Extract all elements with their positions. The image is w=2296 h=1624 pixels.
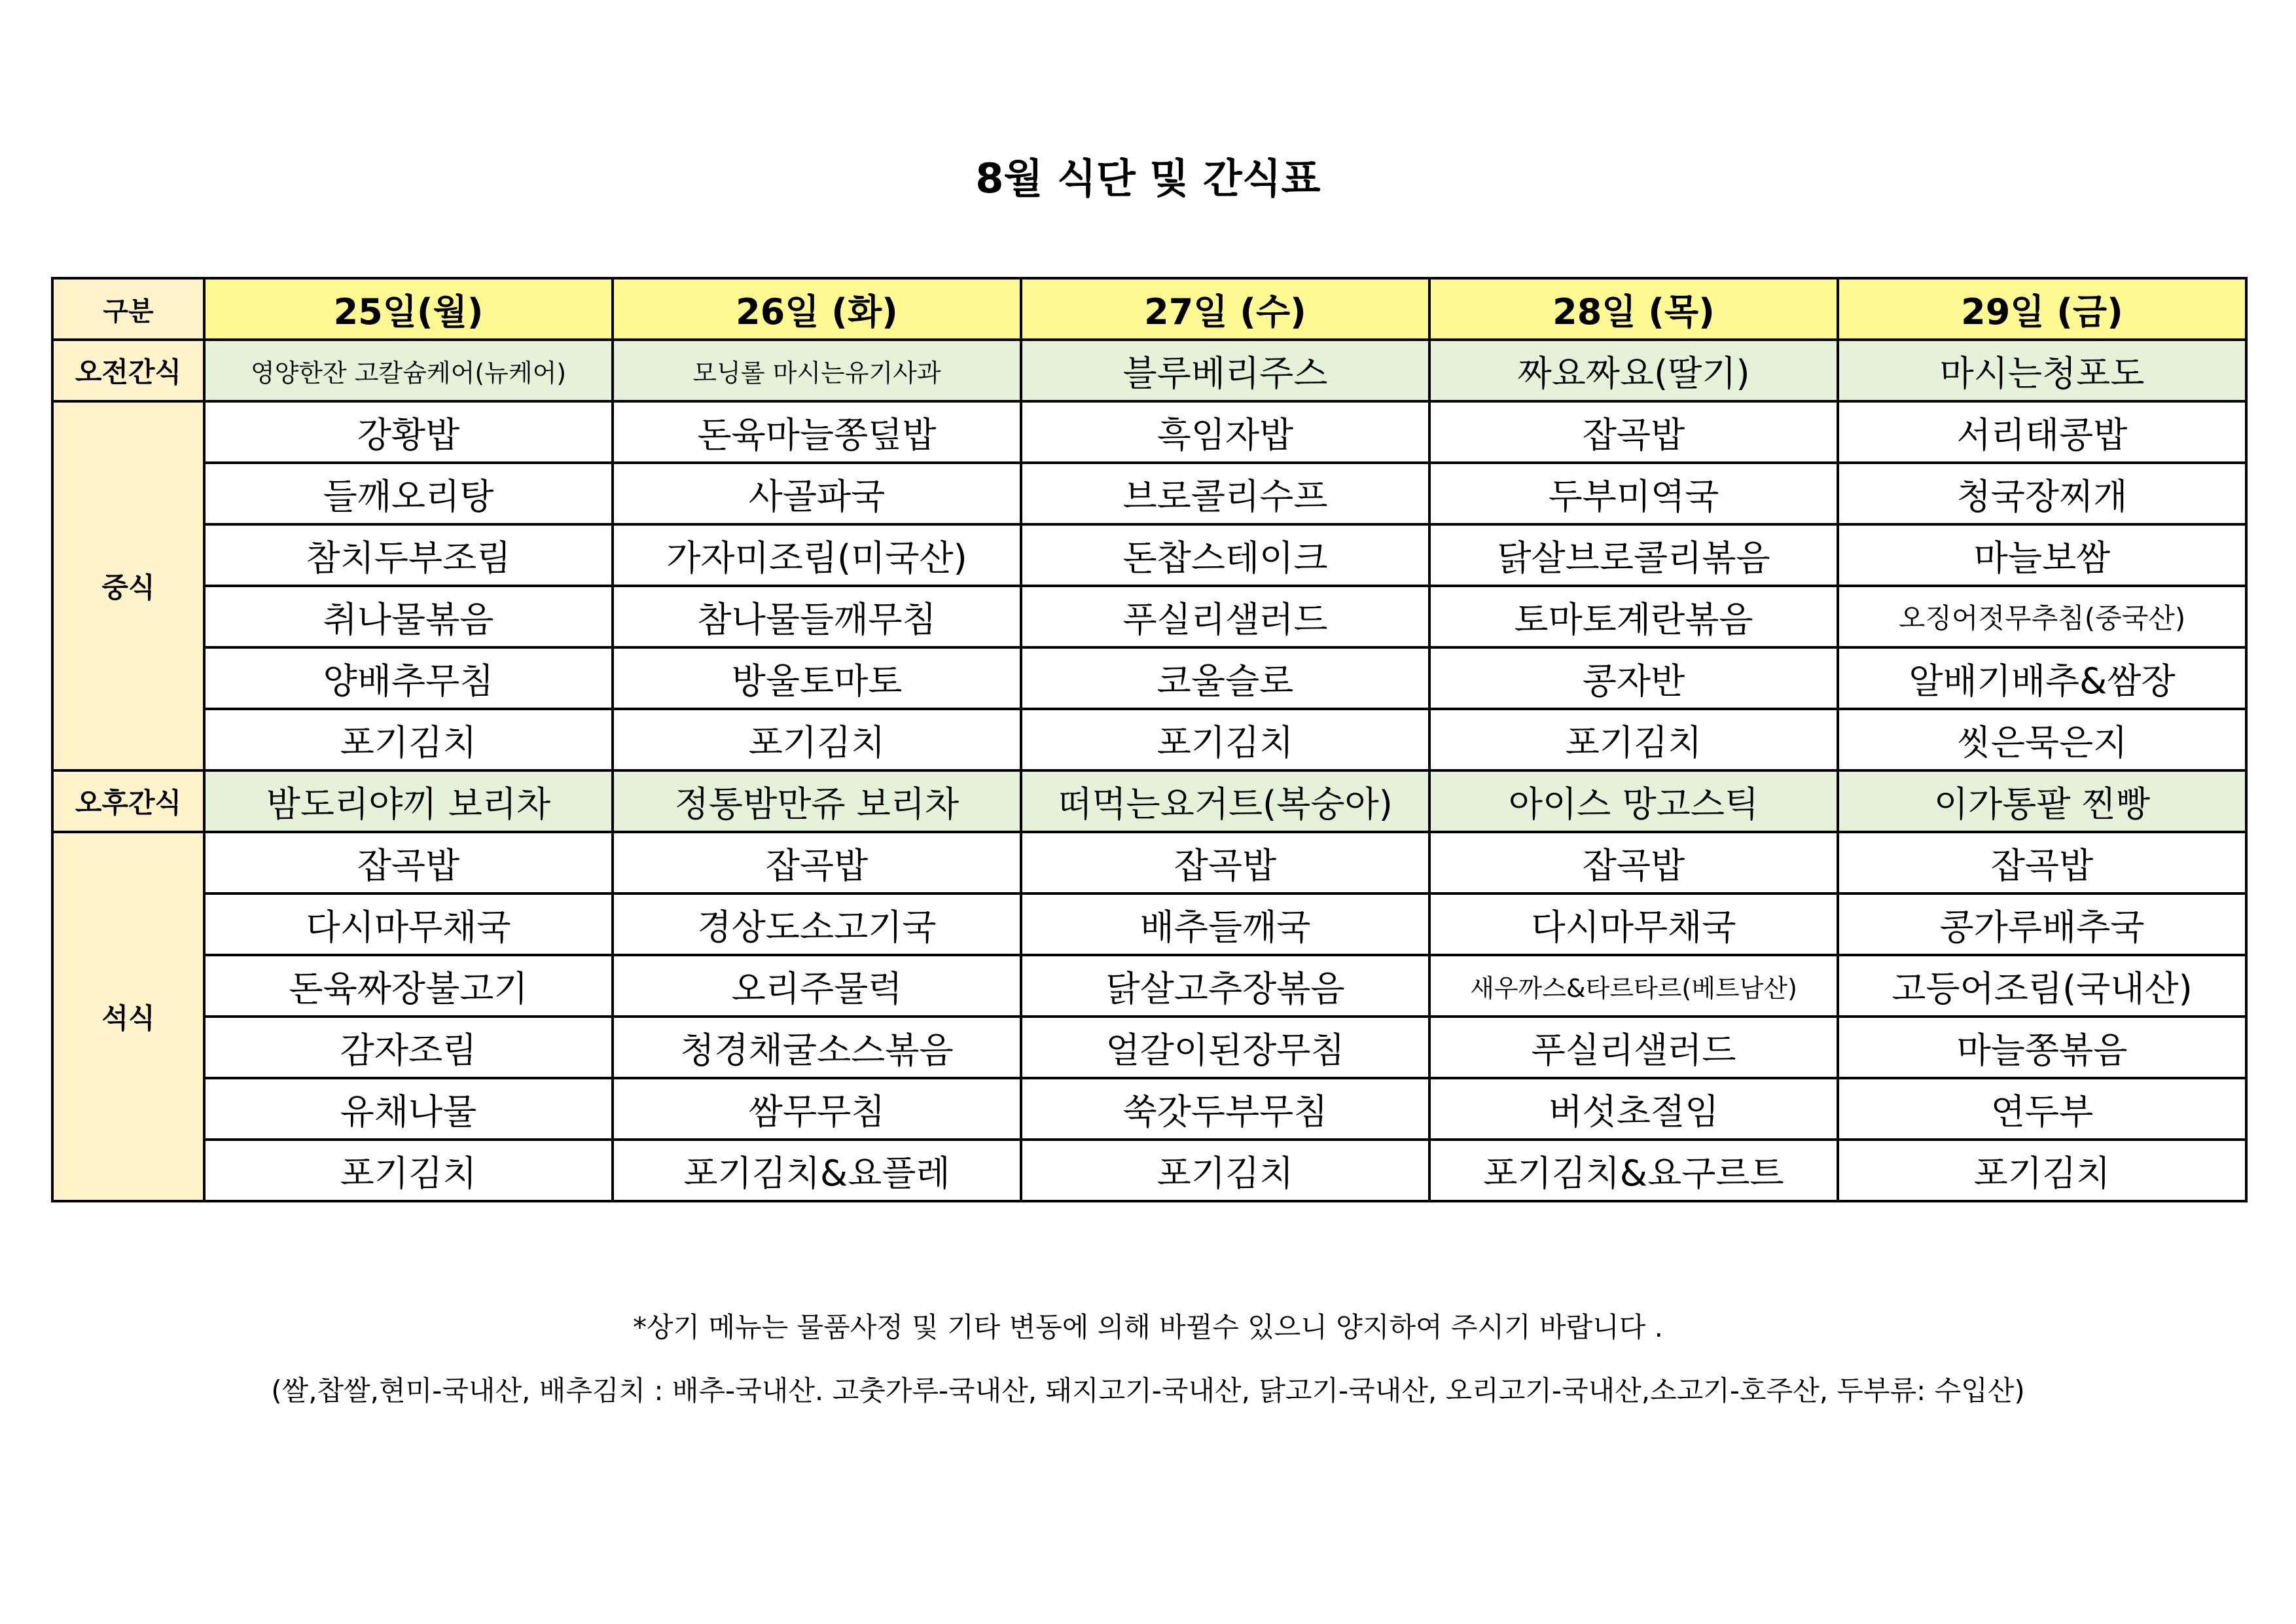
menu-cell: 취나물볶음 [204,586,613,647]
menu-cell: 유채나물 [204,1078,613,1140]
menu-cell: 마늘쫑볶음 [1838,1017,2246,1078]
menu-cell: 강황밥 [204,401,613,463]
menu-cell: 잡곡밥 [1021,832,1429,893]
menu-cell: 사골파국 [613,463,1021,524]
menu-cell: 서리태콩밥 [1838,401,2246,463]
header-row [52,278,2246,340]
row-label-lunch: 중식 [52,401,204,770]
menu-cell: 포기김치 [613,709,1021,770]
menu-cell: 영양한잔 고칼슘케어(뉴케어) [204,340,613,401]
day-header-thu: 28일 (목) [1429,278,1838,340]
lunch-row [52,463,2246,524]
menu-cell: 돈육마늘쫑덮밥 [613,401,1021,463]
menu-cell: 코울슬로 [1021,647,1429,709]
menu-cell: 돈찹스테이크 [1021,524,1429,586]
morning-snack-row [52,340,2246,401]
menu-cell: 닭살브로콜리볶음 [1429,524,1838,586]
row-label-dinner: 석식 [52,832,204,1201]
row-label-morning-snack: 오전간식 [52,340,204,401]
afternoon-snack-row [52,770,2246,832]
dinner-row [52,1078,2246,1140]
corner-label: 구분 [52,278,204,340]
menu-cell: 연두부 [1838,1078,2246,1140]
menu-cell: 이가통팥 찐빵 [1838,770,2246,832]
menu-cell: 잡곡밥 [1429,832,1838,893]
menu-cell: 콩자반 [1429,647,1838,709]
menu-cell: 포기김치 [204,1140,613,1201]
menu-cell: 잡곡밥 [204,832,613,893]
dinner-row [52,1140,2246,1201]
menu-cell: 잡곡밥 [1838,832,2246,893]
menu-cell: 포기김치 [1838,1140,2246,1201]
origin-notice: (쌀,찹쌀,현미-국내산, 배추김치 : 배추-국내산. 고춧가루-국내산, 돼지고기-국내산, 닭고기-국내산, 오리고기-국내산,소고기-호주산, 두부류: 수입산) [271,1375,2025,1407]
lunch-row [52,586,2246,647]
menu-cell: 양배추무침 [204,647,613,709]
menu-cell: 들깨오리탕 [204,463,613,524]
menu-cell: 푸실리샐러드 [1021,586,1429,647]
dinner-row [52,955,2246,1017]
menu-cell: 버섯초절임 [1429,1078,1838,1140]
menu-cell: 잡곡밥 [1429,401,1838,463]
day-header-mon: 25일(월) [204,278,613,340]
menu-cell: 포기김치 [1021,709,1429,770]
menu-cell: 씻은묵은지 [1838,709,2246,770]
menu-cell: 마늘보쌈 [1838,524,2246,586]
row-label-afternoon-snack: 오후간식 [52,770,204,832]
menu-cell: 오리주물럭 [613,955,1021,1017]
menu-cell: 방울토마토 [613,647,1021,709]
lunch-row [52,647,2246,709]
menu-cell: 포기김치 [204,709,613,770]
menu-cell: 포기김치&요플레 [613,1140,1021,1201]
menu-cell: 얼갈이된장무침 [1021,1017,1429,1078]
menu-cell: 잡곡밥 [613,832,1021,893]
menu-cell: 오징어젓무추침(중국산) [1838,586,2246,647]
lunch-row [52,401,2246,463]
lunch-row [52,709,2246,770]
dinner-row [52,832,2246,893]
menu-cell: 마시는청포도 [1838,340,2246,401]
menu-cell: 콩가루배추국 [1838,893,2246,955]
menu-cell: 쌈무무침 [613,1078,1021,1140]
menu-cell: 다시마무채국 [204,893,613,955]
menu-cell: 포기김치 [1429,709,1838,770]
menu-cell: 배추들깨국 [1021,893,1429,955]
menu-cell: 블루베리주스 [1021,340,1429,401]
lunch-row [52,524,2246,586]
menu-cell: 청경채굴소스볶음 [613,1017,1021,1078]
menu-cell: 떠먹는요거트(복숭아) [1021,770,1429,832]
day-header-fri: 29일 (금) [1838,278,2246,340]
page-title: 8월 식단 및 간식표 [975,154,1321,202]
menu-cell: 토마토계란볶음 [1429,586,1838,647]
menu-cell: 두부미역국 [1429,463,1838,524]
meal-table [51,277,2248,1202]
menu-cell: 밤도리야끼 보리차 [204,770,613,832]
menu-cell: 아이스 망고스틱 [1429,770,1838,832]
menu-cell: 고등어조림(국내산) [1838,955,2246,1017]
day-header-tue: 26일 (화) [613,278,1021,340]
menu-cell: 감자조림 [204,1017,613,1078]
menu-cell: 참나물들깨무침 [613,586,1021,647]
menu-cell: 닭살고추장볶음 [1021,955,1429,1017]
menu-cell: 모닝롤 마시는유기사과 [613,340,1021,401]
dinner-row [52,1017,2246,1078]
menu-cell: 브로콜리수프 [1021,463,1429,524]
menu-cell: 새우까스&타르타르(베트남산) [1429,955,1838,1017]
menu-cell: 돈육짜장불고기 [204,955,613,1017]
dinner-row [52,893,2246,955]
menu-cell: 경상도소고기국 [613,893,1021,955]
menu-cell: 청국장찌개 [1838,463,2246,524]
menu-cell: 푸실리샐러드 [1429,1017,1838,1078]
menu-change-notice: *상기 메뉴는 물품사정 및 기타 변동에 의해 바뀔수 있으니 양지하여 주시기 바랍니다 . [632,1311,1663,1343]
menu-cell: 흑임자밥 [1021,401,1429,463]
menu-cell: 참치두부조림 [204,524,613,586]
menu-cell: 포기김치&요구르트 [1429,1140,1838,1201]
menu-cell: 알배기배추&쌈장 [1838,647,2246,709]
menu-cell: 짜요짜요(딸기) [1429,340,1838,401]
menu-cell: 정통밤만쥬 보리차 [613,770,1021,832]
menu-cell: 다시마무채국 [1429,893,1838,955]
day-header-wed: 27일 (수) [1021,278,1429,340]
menu-cell: 쑥갓두부무침 [1021,1078,1429,1140]
menu-cell: 포기김치 [1021,1140,1429,1201]
menu-cell: 가자미조림(미국산) [613,524,1021,586]
